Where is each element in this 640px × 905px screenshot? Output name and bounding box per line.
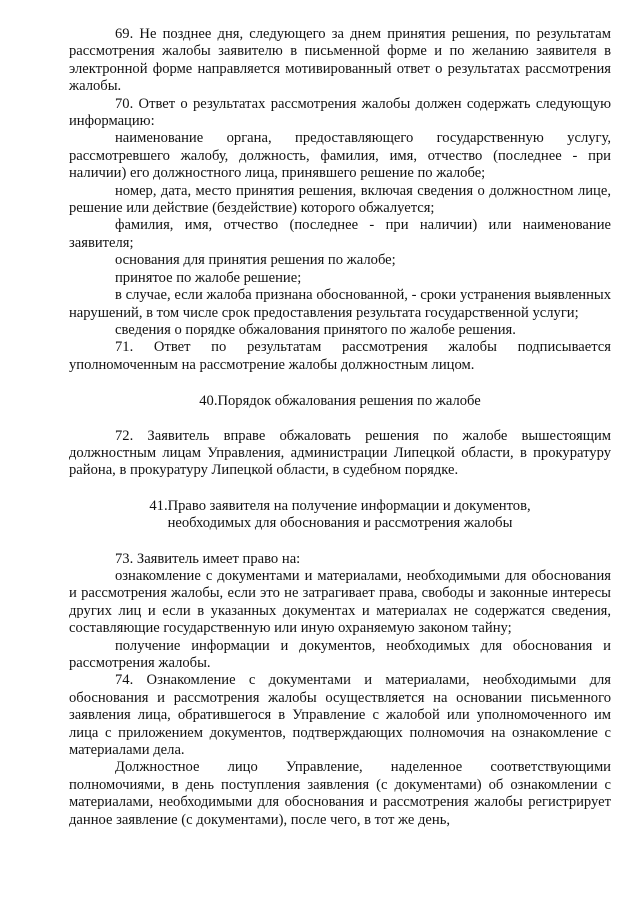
list-item: основания для принятия решения по жалобе;	[115, 252, 396, 269]
paragraph-73: 73. Заявитель имеет право на:	[115, 550, 301, 567]
paragraph-72: 72. Заявитель вправе обжаловать решения по жалобе вышестоящим должностным лицам Управления, администрации Липецкой области, в прокуратуру района, в прокуратуру Липецкой области, в судебном порядке.	[69, 427, 611, 479]
paragraph-74: 74. Ознакомление с документами и материалами, необходимыми для обоснования и рассмотрения жалобы осуществляется на основании письменного заявления лица, обратившегося в Управление с жалобой или уполномоченного им лица с приложением документов, подтверждающих полномочия на ознакомление с материалами дела.	[69, 672, 611, 759]
list-item: сведения о порядке обжалования принятого по жалобе решения.	[115, 321, 516, 338]
section-heading-40: 40.Порядок обжалования решения по жалобе	[199, 393, 481, 410]
spacer	[69, 480, 611, 498]
spacer	[69, 374, 611, 393]
heading-line-1: 41.Право заявителя на получение информации и документов,	[149, 497, 531, 514]
list-item: фамилия, имя, отчество (последнее - при наличии) или наименование заявителя;	[69, 217, 611, 251]
list-item: наименование органа, предоставляющего государственную услугу, рассмотревшего жалобу, должность, фамилия, имя, отчество (последнее - при наличии) его должностного лица, принявшего решение по жалобе;	[69, 130, 611, 182]
list-item: в случае, если жалоба признана обоснованной, - сроки устранения выявленных нарушений, в том числе срок предоставления результата государственной услуги;	[69, 287, 611, 321]
paragraph-70: 70. Ответ о результатах рассмотрения жалобы должен содержать следующую информацию:	[69, 95, 611, 130]
paragraph-71: 71. Ответ по результатам рассмотрения жалобы подписывается уполномоченным на рассмотрение жалобы должностным лицом.	[69, 339, 611, 373]
spacer	[69, 533, 611, 551]
list-item: принятое по жалобе решение;	[115, 269, 302, 286]
section-heading-41	[69, 498, 611, 533]
list-item: получение информации и документов, необходимых для обоснования и рассмотрения жалобы.	[69, 637, 611, 671]
list-item: номер, дата, место принятия решения, включая сведения о должностном лице, решение или действие (бездействие) которого обжалуется;	[69, 182, 611, 217]
spacer	[69, 411, 611, 428]
paragraph-69: 69. Не позднее дня, следующего за днем принятия решения, по результатам рассмотрения жалобы заявителю в письменной форме и по желанию заявителя в электронной форме направляется мотивированный ответ о результатах рассмотрения жалобы.	[69, 26, 611, 95]
list-item: ознакомление с документами и материалами, необходимыми для обоснования и рассмотрения жалобы, если это не затрагивает права, свободы и законные интересы других лиц и если в указанных документах и материалах не содержатся сведения, составляющие государственную или иную охраняемую законом тайну;	[69, 567, 611, 637]
heading-line-2: необходимых для обоснования и рассмотрения жалобы	[167, 515, 513, 532]
document-page	[69, 26, 611, 829]
paragraph-continuation: Должностное лицо Управление, наделенное соответствующими полномочиями, в день поступления заявления (с документами) об ознакомлении с материалами, необходимыми для обоснования и рассмотрения жалобы регистрирует данное заявление (с документами), после чего, в тот же день,	[69, 759, 611, 828]
